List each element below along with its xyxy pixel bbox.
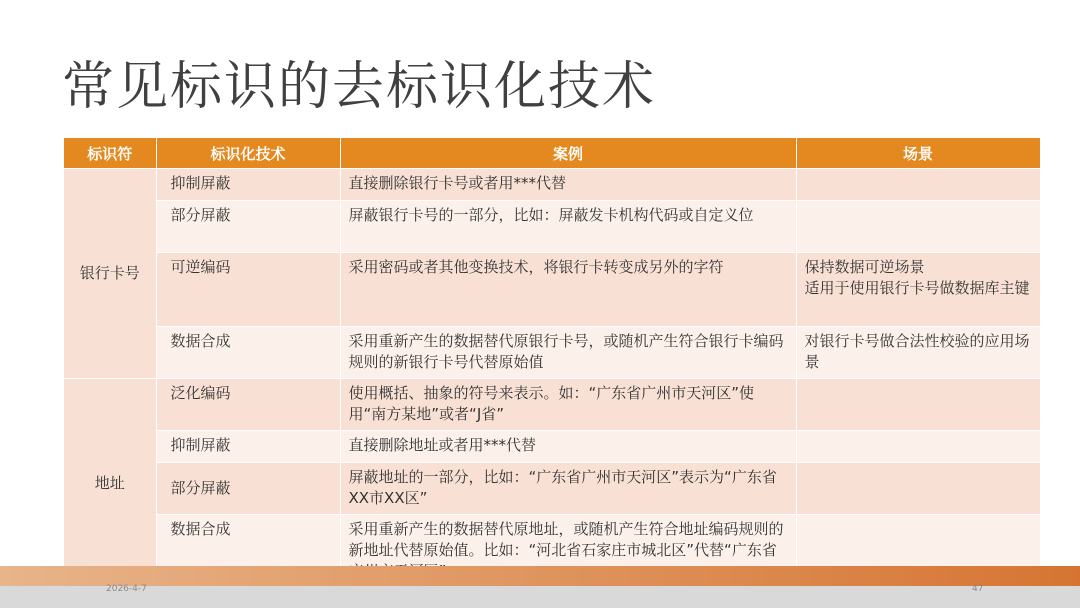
- case-cell: 采用重新产生的数据替代原银行卡号，或随机产生符合银行卡编码规则的新银行卡号代替原始值: [340, 327, 796, 379]
- table-row: [64, 253, 1040, 327]
- footer-date: 2026-4-7: [106, 584, 147, 594]
- slide-title: 常见标识的去标识化技术: [62, 57, 657, 117]
- case-cell: 直接删除地址或者用***代替: [340, 431, 796, 463]
- technique-cell: 数据合成: [156, 327, 340, 379]
- case-cell: 采用重新产生的数据替代原地址，或随机产生符合地址编码规则的新地址代替原始值。比如：“河北省石家庄市城北区”代替“广东省: [340, 515, 796, 589]
- table-row: [64, 327, 1040, 379]
- scene-cell: [796, 379, 1040, 431]
- technique-cell: 数据合成: [156, 515, 340, 589]
- header-technique: 标识化技术: [156, 138, 340, 169]
- deidentification-table: [64, 138, 1041, 589]
- case-cell: 屏蔽地址的一部分，比如：“广东省广州市天河区”表示为“广东省XX市XX区”: [340, 463, 796, 515]
- header-case: 案例: [340, 138, 796, 169]
- group-identifier-address: 地址: [64, 379, 156, 589]
- table-header-row: [64, 138, 1040, 169]
- technique-cell: 部分屏蔽: [156, 201, 340, 253]
- case-cell: 直接删除银行卡号或者用***代替: [340, 169, 796, 201]
- scene-cell: [796, 169, 1040, 201]
- header-identifier: 标识符: [64, 138, 156, 169]
- case-cell: 屏蔽银行卡号的一部分，比如：屏蔽发卡机构代码或自定义位: [340, 201, 796, 253]
- table-row: [64, 463, 1040, 515]
- table-row: [64, 379, 1040, 431]
- technique-cell: 可逆编码: [156, 253, 340, 327]
- technique-cell: 泛化编码: [156, 379, 340, 431]
- technique-cell: 部分屏蔽: [156, 463, 340, 515]
- table-row: [64, 431, 1040, 463]
- technique-cell: 抑制屏蔽: [156, 431, 340, 463]
- case-cell: 使用概括、抽象的符号来表示。如：“广东省广州市天河区”使用“南方某地”或者“J省”: [340, 379, 796, 431]
- header-scene: 场景: [796, 138, 1040, 169]
- scene-cell: [796, 201, 1040, 253]
- footer-band: [0, 586, 1080, 608]
- scene-cell: 对银行卡号做合法性校验的应用场景: [796, 327, 1040, 379]
- technique-cell: 抑制屏蔽: [156, 169, 340, 201]
- scene-cell: [796, 463, 1040, 515]
- scene-cell: [796, 431, 1040, 463]
- group-identifier-bank-card: 银行卡号: [64, 169, 156, 379]
- table-row: [64, 169, 1040, 201]
- scene-cell: 保持数据可逆场景 适用于使用银行卡号做数据库主键: [796, 253, 1040, 327]
- footer-accent-bar: [0, 566, 1080, 586]
- page-number: 47: [972, 584, 984, 594]
- table-row: [64, 201, 1040, 253]
- case-cell: 采用密码或者其他变换技术，将银行卡转变成另外的字符: [340, 253, 796, 327]
